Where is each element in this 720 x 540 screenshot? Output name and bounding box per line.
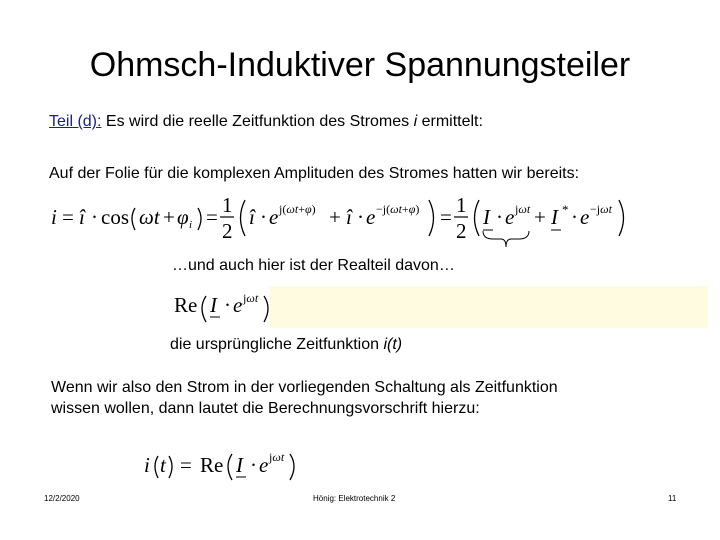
svg-text:I: I	[236, 453, 243, 477]
footer-author: Hönig: Elektrotechnik 2	[313, 494, 396, 503]
underbrace	[481, 229, 531, 251]
footer-page-number: 11	[668, 494, 677, 503]
svg-text:Re: Re	[174, 293, 198, 317]
slide-title: Ohmsch-Induktiver Spannungsteiler	[89, 46, 631, 84]
svg-text:î: î	[346, 205, 352, 229]
svg-text:I: I	[551, 205, 558, 229]
svg-text:i: i	[51, 205, 57, 229]
svg-text:j(ωt+φ): j(ωt+φ)	[279, 202, 316, 216]
paragraph-bereits: Auf der Folie für die komplexen Amplituden des Stromes hatten wir bereits:	[49, 165, 580, 182]
svg-text:·: ·	[496, 205, 503, 229]
und-auch-text: …und auch hier ist der Realteil davon…	[172, 257, 455, 274]
svg-text:î: î	[249, 205, 255, 229]
svg-text:·: ·	[250, 453, 257, 477]
svg-text:I: I	[210, 293, 217, 317]
formula-realteil	[170, 286, 274, 328]
urspruengliche-text: die ursprüngliche Zeitfunktion	[170, 336, 384, 353]
svg-text:·: ·	[571, 205, 578, 229]
svg-text:−j(ωt+φ): −j(ωt+φ)	[376, 202, 420, 216]
svg-text:t: t	[160, 453, 166, 477]
svg-text:−jωt: −jωt	[590, 202, 612, 216]
svg-text:î: î	[79, 205, 85, 229]
svg-text:·: ·	[260, 205, 267, 229]
svg-text:=: =	[62, 205, 74, 229]
svg-text:1: 1	[222, 193, 233, 217]
teil-d-line	[49, 113, 483, 131]
svg-text:·: ·	[224, 293, 231, 317]
highlight-band	[270, 286, 708, 328]
svg-text:jωt: jωt	[243, 291, 259, 305]
svg-text:=: =	[206, 205, 218, 229]
urspruengliche-var: i(t)	[383, 336, 403, 353]
urspruengliche-line	[170, 336, 402, 354]
svg-text:1: 1	[456, 193, 467, 217]
formula-current-complex	[46, 190, 636, 244]
svg-text:i: i	[189, 219, 193, 231]
paragraph-schaltung-1: Wenn wir also den Strom in der vorliegenden Schaltung als Zeitfunktion	[51, 379, 558, 396]
svg-text:*: *	[562, 202, 569, 217]
svg-text:e: e	[259, 453, 269, 477]
svg-text:2: 2	[456, 219, 467, 243]
svg-text:+: +	[163, 205, 175, 229]
svg-text:I: I	[483, 205, 490, 229]
svg-text:e: e	[505, 205, 515, 229]
teil-d-label: Teil (d):	[49, 113, 102, 130]
svg-text:e: e	[233, 293, 243, 317]
formula-zeitfunktion	[140, 442, 330, 486]
svg-text:Re: Re	[200, 453, 224, 477]
svg-text:=: =	[180, 453, 192, 477]
paragraph-schaltung-2: wissen wollen, dann lautet die Berechnungsvorschrift hierzu:	[51, 400, 480, 417]
svg-text:cos: cos	[101, 205, 129, 229]
teil-d-text: Es wird die reelle Zeitfunktion des Stromes	[101, 113, 414, 130]
svg-text:·: ·	[357, 205, 364, 229]
svg-text:·: ·	[91, 205, 98, 229]
svg-text:+: +	[534, 205, 546, 229]
svg-text:=: =	[440, 205, 452, 229]
svg-text:i: i	[144, 453, 150, 477]
svg-text:e: e	[366, 205, 376, 229]
teil-d-text-after: ermittelt:	[417, 113, 483, 130]
svg-text:φ: φ	[177, 205, 189, 229]
svg-text:e: e	[580, 205, 590, 229]
svg-text:jωt: jωt	[515, 202, 531, 216]
footer-date: 12/2/2020	[44, 494, 80, 503]
svg-text:2: 2	[222, 219, 233, 243]
teil-d-var: i	[413, 113, 418, 130]
svg-text:ωt: ωt	[139, 205, 160, 229]
svg-text:e: e	[269, 205, 279, 229]
svg-text:jωt: jωt	[269, 450, 285, 464]
svg-text:+: +	[329, 205, 341, 229]
